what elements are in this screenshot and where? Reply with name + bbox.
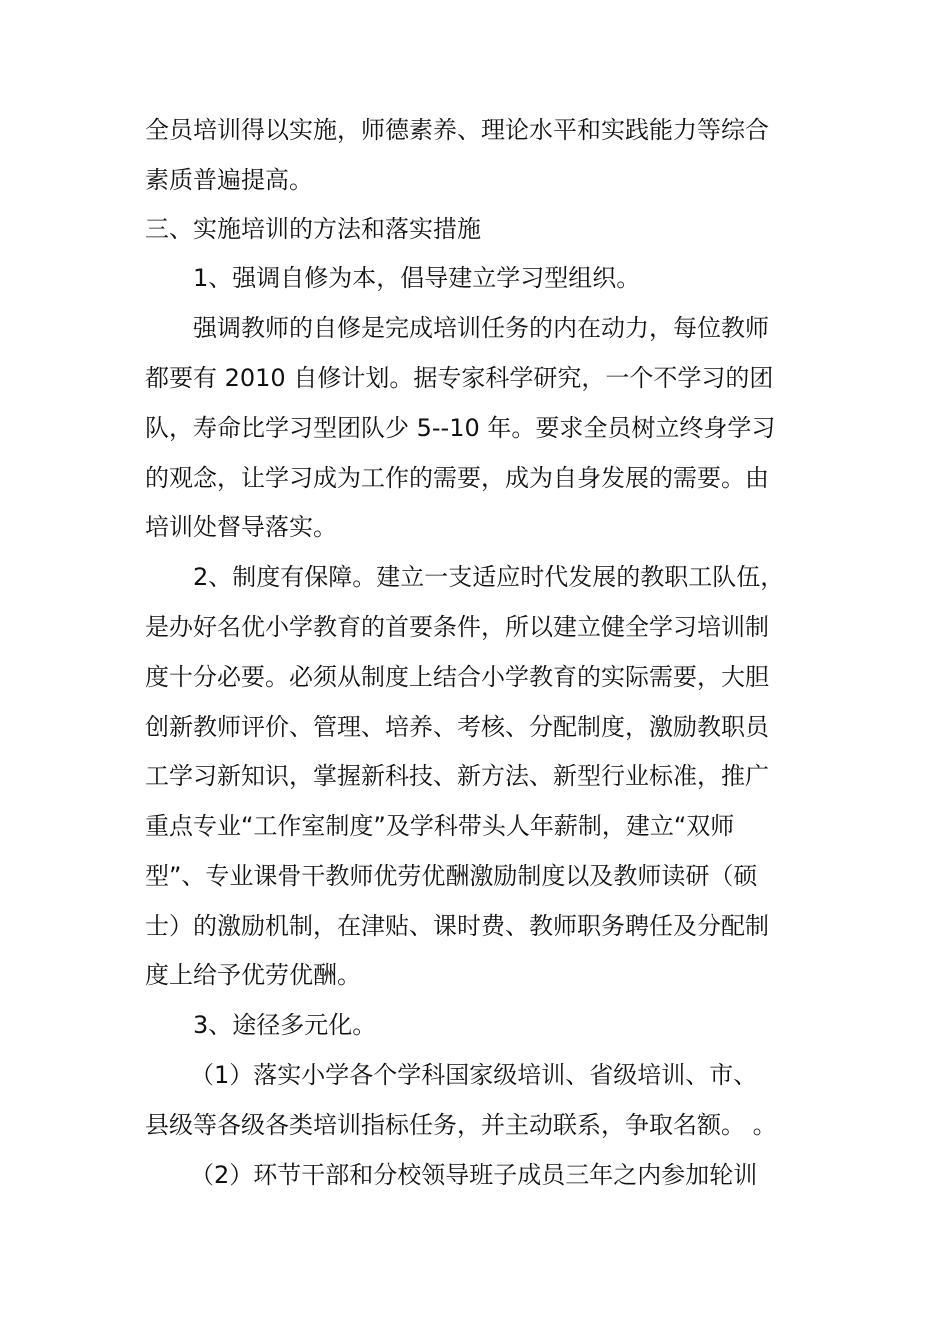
list-item-line: （1）落实小学各个学科国家级培训、省级培训、市、: [190, 1061, 758, 1089]
body-text-line: 度十分必要。必须从制度上结合小学教育的实际需要，大胆: [145, 663, 769, 691]
body-text-line: 度上给予优劳优酬。: [145, 961, 361, 989]
body-text-line: 重点专业“工作室制度”及学科带头人年薪制，建立“双师: [145, 812, 735, 840]
subsection-heading: 2、制度有保障。建立一支适应时代发展的教职工队伍，: [193, 563, 785, 591]
body-text-line: 型”、专业课骨干教师优劳优酬激励制度以及教师读研（硕: [145, 862, 758, 890]
body-text-line: 强调教师的自修是完成培训任务的内在动力，每位教师: [193, 314, 769, 342]
body-text-line: 的观念，让学习成为工作的需要，成为自身发展的需要。由: [145, 464, 769, 492]
list-item-line: （2）环节干部和分校领导班子成员三年之内参加轮训: [190, 1161, 758, 1189]
body-text-line: 队，寿命比学习型团队少 5--10 年。要求全员树立终身学习: [145, 414, 776, 442]
list-item-line: 县级等各级各类培训指标任务，并主动联系，争取名额。 。: [145, 1111, 777, 1139]
body-text-line: 全员培训得以实施，师德素养、理论水平和实践能力等综合: [145, 116, 769, 144]
subsection-heading: 1、强调自修为本，倡导建立学习型组织。: [193, 264, 641, 292]
body-text-line: 士）的激励机制，在津贴、课时费、教师职务聘任及分配制: [145, 912, 769, 940]
body-text-line: 是办好名优小学教育的首要条件，所以建立健全学习培训制: [145, 613, 769, 641]
subsection-heading: 3、途径多元化。: [193, 1011, 377, 1039]
body-text-line: 培训处督导落实。: [145, 513, 337, 541]
section-heading: 三、实施培训的方法和落实措施: [145, 215, 481, 243]
body-text-line: 创新教师评价、管理、培养、考核、分配制度，激励教职员: [145, 713, 769, 741]
body-text-line: 都要有 2010 自修计划。据专家科学研究，一个不学习的团: [145, 364, 774, 392]
body-text-line: 素质普遍提高。: [145, 166, 313, 194]
body-text-line: 工学习新知识，掌握新科技、新方法、新型行业标准，推广: [145, 762, 769, 790]
